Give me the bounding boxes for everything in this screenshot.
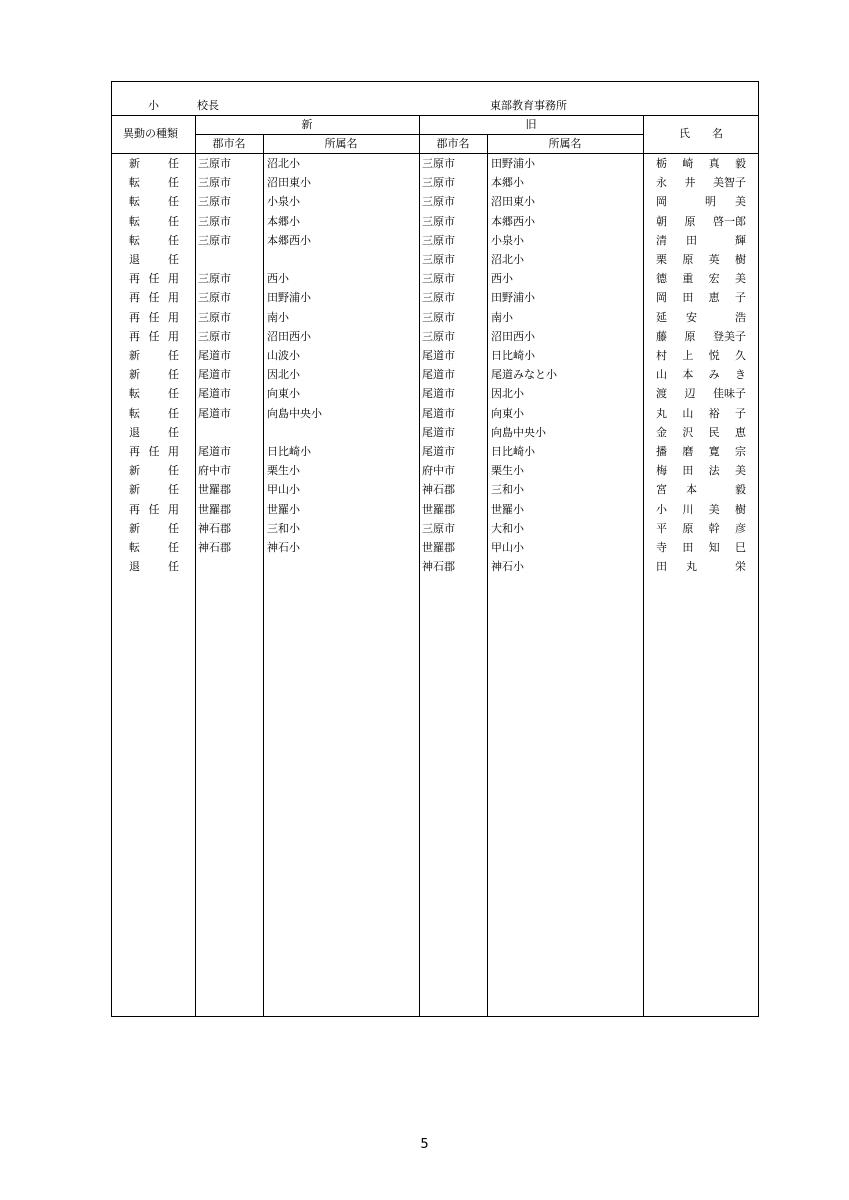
old-city: 三原市 [422, 233, 455, 247]
name-part: 恵 [708, 291, 720, 305]
old-school: 沼田東小 [491, 195, 535, 209]
name-part: 寺 [656, 541, 667, 554]
new-school: 小泉小 [267, 195, 300, 209]
transfer-kind: 転 任 [129, 195, 179, 209]
old-school: 沼田西小 [491, 329, 535, 343]
transfer-kind: 退 任 [129, 425, 179, 439]
name-part: 德 [656, 272, 667, 286]
name-part: 本 [686, 483, 697, 497]
name-part: 美 [735, 195, 746, 209]
person-name [656, 404, 746, 423]
name-part: 安 [686, 310, 697, 324]
person-name [656, 480, 746, 499]
transfer-kind: 転 任 [129, 387, 179, 401]
name-part: 小 [656, 502, 667, 516]
old-city: 三原市 [422, 253, 455, 266]
name-part: 藤 [656, 329, 667, 343]
name-part: 播 [656, 445, 667, 458]
new-city: 三原市 [198, 272, 231, 286]
person-name [656, 557, 746, 576]
name-part: 佳味子 [713, 387, 746, 401]
person-name [656, 269, 746, 288]
name-part: 登美子 [713, 329, 746, 343]
old-city: 世羅郡 [422, 541, 455, 554]
person-name [656, 461, 746, 480]
person-name [656, 384, 746, 403]
new-city: 三原市 [198, 214, 231, 228]
new-school: 因北小 [267, 368, 300, 382]
new-city: 三原市 [198, 195, 231, 209]
new-school: 南小 [267, 310, 289, 324]
person-name [656, 288, 746, 307]
name-part: 本 [682, 368, 694, 382]
new-school: 向島中央小 [267, 406, 322, 420]
transfer-kind: 転 任 [129, 176, 179, 190]
person-name [656, 346, 746, 365]
old-city: 三原市 [422, 310, 455, 324]
name-part: 英 [708, 253, 720, 266]
name-part: 裕 [708, 406, 720, 420]
old-city: 三原市 [422, 157, 455, 170]
old-school: 向島中央小 [491, 425, 546, 439]
old-city: 神石郡 [422, 483, 455, 497]
column-divider [263, 134, 264, 1017]
old-school: 向東小 [491, 406, 524, 420]
old-school: 沼北小 [491, 253, 524, 266]
name-part: 真 [708, 157, 720, 170]
old-city: 府中市 [422, 464, 455, 478]
name-part: 恵 [734, 425, 746, 439]
old-city: 三原市 [422, 214, 455, 228]
transfer-kind: 転 任 [129, 214, 179, 228]
name-part: 金 [656, 425, 667, 439]
old-city: 神石郡 [422, 560, 455, 574]
transfer-kind: 再 任 用 [129, 445, 179, 458]
old-school: 甲山小 [491, 541, 524, 554]
name-part: 原 [684, 329, 696, 343]
name-part: 丸 [686, 560, 697, 574]
person-name [656, 154, 746, 173]
new-school: 日比崎小 [267, 445, 311, 458]
name-part: 岡 [656, 195, 667, 209]
name-part: 朝 [656, 214, 667, 228]
new-city: 三原市 [198, 176, 231, 190]
column-header-new-school: 所属名 [324, 137, 358, 150]
old-city: 三原市 [422, 521, 455, 535]
person-name [656, 423, 746, 442]
transfer-kind: 再 任 用 [129, 272, 179, 286]
transfer-kind: 新 任 [129, 521, 179, 535]
transfer-kind: 新 任 [129, 483, 179, 497]
old-city: 三原市 [422, 272, 455, 286]
old-school: 日比崎小 [491, 349, 535, 362]
new-city: 神石郡 [198, 541, 231, 554]
transfer-kind: 新 任 [129, 368, 179, 382]
column-header-name: 氏 名 [679, 127, 723, 140]
new-school: 甲山小 [267, 483, 300, 497]
new-city: 世羅郡 [198, 502, 231, 516]
name-part: 上 [682, 349, 694, 362]
transfer-kind: 再 任 用 [129, 310, 179, 324]
new-city: 尾道市 [198, 406, 231, 420]
new-school: 本郷小 [267, 214, 300, 228]
name-part: 樹 [734, 253, 746, 266]
column-header-old-city: 郡市名 [436, 137, 470, 150]
name-part: 民 [708, 425, 720, 439]
name-part: 彦 [734, 521, 746, 535]
person-name [656, 519, 746, 538]
person-name [656, 500, 746, 519]
person-name [656, 327, 746, 346]
name-part: 悦 [708, 349, 720, 362]
transfer-kind: 転 任 [129, 541, 179, 554]
name-part: き [734, 368, 746, 382]
column-header-new: 新 [301, 118, 313, 131]
name-part: 辺 [684, 387, 696, 401]
person-name [656, 192, 746, 211]
old-city: 尾道市 [422, 387, 455, 401]
name-part: 樹 [734, 502, 746, 516]
name-part: 美 [734, 272, 746, 286]
old-school: 因北小 [491, 387, 524, 401]
transfer-kind: 再 任 用 [129, 291, 179, 305]
name-part: 井 [684, 176, 696, 190]
name-part: 毅 [735, 483, 746, 497]
old-city: 三原市 [422, 176, 455, 190]
name-part: 宮 [656, 483, 667, 497]
name-part: 美智子 [713, 176, 746, 190]
office-name: 東部教育事務所 [490, 99, 567, 112]
new-school: 世羅小 [267, 502, 300, 516]
old-school: 神石小 [491, 560, 524, 574]
name-part: 渡 [656, 387, 667, 401]
transfer-kind: 転 任 [129, 233, 179, 247]
old-school: 栗生小 [491, 464, 524, 478]
name-part: 沢 [682, 425, 694, 439]
name-part: 延 [656, 310, 667, 324]
name-part: 幹 [708, 521, 720, 535]
person-name [656, 212, 746, 231]
name-part: 久 [734, 349, 746, 362]
old-city: 尾道市 [422, 425, 455, 439]
old-city: 三原市 [422, 291, 455, 305]
old-school: 小泉小 [491, 233, 524, 247]
column-divider [487, 134, 488, 1017]
name-part: 栗 [656, 253, 667, 266]
name-part: 法 [708, 464, 720, 478]
transfer-kind: 再 任 用 [129, 502, 179, 516]
name-part: 重 [682, 272, 694, 286]
name-part: 宏 [708, 272, 720, 286]
new-city: 三原市 [198, 157, 231, 170]
name-part: 寛 [708, 445, 720, 458]
name-part: 啓一郎 [713, 214, 746, 228]
new-school: 向東小 [267, 387, 300, 401]
name-part: 田 [686, 233, 697, 247]
new-city: 三原市 [198, 291, 231, 305]
new-school: 沼北小 [267, 157, 300, 170]
old-school: 本郷西小 [491, 214, 535, 228]
old-school: 大和小 [491, 521, 524, 535]
transfer-kind: 再 任 用 [129, 329, 179, 343]
old-city: 尾道市 [422, 349, 455, 362]
person-name [656, 308, 746, 327]
position-label: 校長 [197, 99, 219, 112]
transfer-kind: 新 任 [129, 464, 179, 478]
new-city: 神石郡 [198, 521, 231, 535]
column-divider [419, 115, 420, 1017]
name-part: 永 [656, 176, 667, 190]
old-school: 田野浦小 [491, 291, 535, 305]
name-part: 浩 [735, 310, 746, 324]
old-city: 三原市 [422, 195, 455, 209]
name-part: 丸 [656, 406, 667, 420]
old-city: 世羅郡 [422, 502, 455, 516]
name-part: 美 [734, 464, 746, 478]
header-divider [111, 115, 759, 116]
name-part: 崎 [682, 157, 694, 170]
name-part: 磨 [682, 445, 694, 458]
name-part: 子 [734, 406, 746, 420]
person-name [656, 173, 746, 192]
new-school: 栗生小 [267, 464, 300, 478]
column-header-old-school: 所属名 [548, 137, 582, 150]
new-city: 尾道市 [198, 445, 231, 458]
new-city: 府中市 [198, 464, 231, 478]
old-school: 世羅小 [491, 502, 524, 516]
old-school: 尾道みなと小 [491, 368, 557, 382]
column-divider [643, 115, 644, 1017]
name-part: 輝 [735, 233, 746, 247]
name-part: 明 [705, 195, 716, 209]
new-city: 尾道市 [198, 387, 231, 401]
name-part: 毅 [734, 157, 746, 170]
new-school: 沼田東小 [267, 176, 311, 190]
person-name [656, 538, 746, 557]
transfer-kind: 退 任 [129, 560, 179, 574]
page-number: 5 [420, 1137, 429, 1152]
new-city: 世羅郡 [198, 483, 231, 497]
transfer-kind: 転 任 [129, 406, 179, 420]
name-part: み [708, 368, 720, 382]
new-school: 山波小 [267, 349, 300, 362]
new-city: 三原市 [198, 310, 231, 324]
new-school: 神石小 [267, 541, 300, 554]
old-school: 南小 [491, 310, 513, 324]
name-part: 原 [682, 521, 694, 535]
old-city: 尾道市 [422, 368, 455, 382]
old-school: 田野浦小 [491, 157, 535, 170]
person-name [656, 442, 746, 461]
person-name [656, 365, 746, 384]
name-part: 田 [682, 464, 694, 478]
transfer-kind: 新 任 [129, 157, 179, 170]
column-header-new-city: 郡市名 [212, 137, 246, 150]
old-city: 尾道市 [422, 445, 455, 458]
name-part: 岡 [656, 291, 667, 305]
new-city: 三原市 [198, 329, 231, 343]
name-part: 山 [682, 406, 694, 420]
new-city: 尾道市 [198, 368, 231, 382]
name-part: 原 [684, 214, 696, 228]
new-school: 沼田西小 [267, 329, 311, 343]
old-school: 三和小 [491, 483, 524, 497]
name-part: 山 [656, 368, 667, 382]
new-school: 田野浦小 [267, 291, 311, 305]
old-school: 西小 [491, 272, 513, 286]
new-city: 三原市 [198, 233, 231, 247]
column-divider [195, 115, 196, 1017]
name-part: 巳 [734, 541, 746, 554]
new-city: 尾道市 [198, 349, 231, 362]
name-part: 美 [708, 502, 720, 516]
transfer-kind: 退 任 [129, 253, 179, 266]
new-school: 三和小 [267, 521, 300, 535]
name-part: 川 [682, 502, 694, 516]
old-city: 三原市 [422, 329, 455, 343]
name-part: 田 [682, 541, 694, 554]
column-header-old: 旧 [525, 118, 537, 131]
old-school: 日比崎小 [491, 445, 535, 458]
name-part: 清 [656, 233, 667, 247]
name-part: 梅 [656, 464, 667, 478]
name-part: 栃 [656, 157, 667, 170]
old-city: 尾道市 [422, 406, 455, 420]
transfer-kind: 新 任 [129, 349, 179, 362]
new-school: 西小 [267, 272, 289, 286]
new-school: 本郷西小 [267, 233, 311, 247]
person-name [656, 250, 746, 269]
name-part: 子 [734, 291, 746, 305]
name-part: 村 [656, 349, 667, 362]
name-part: 栄 [735, 560, 746, 574]
name-part: 宗 [734, 445, 746, 458]
name-part: 田 [656, 560, 667, 574]
school-level-label: 小 [148, 99, 159, 112]
name-part: 原 [682, 253, 694, 266]
name-part: 平 [656, 521, 667, 535]
old-school: 本郷小 [491, 176, 524, 190]
name-part: 知 [708, 541, 720, 554]
person-name [656, 231, 746, 250]
name-part: 田 [682, 291, 694, 305]
column-header-kind: 異動の種類 [123, 127, 178, 140]
